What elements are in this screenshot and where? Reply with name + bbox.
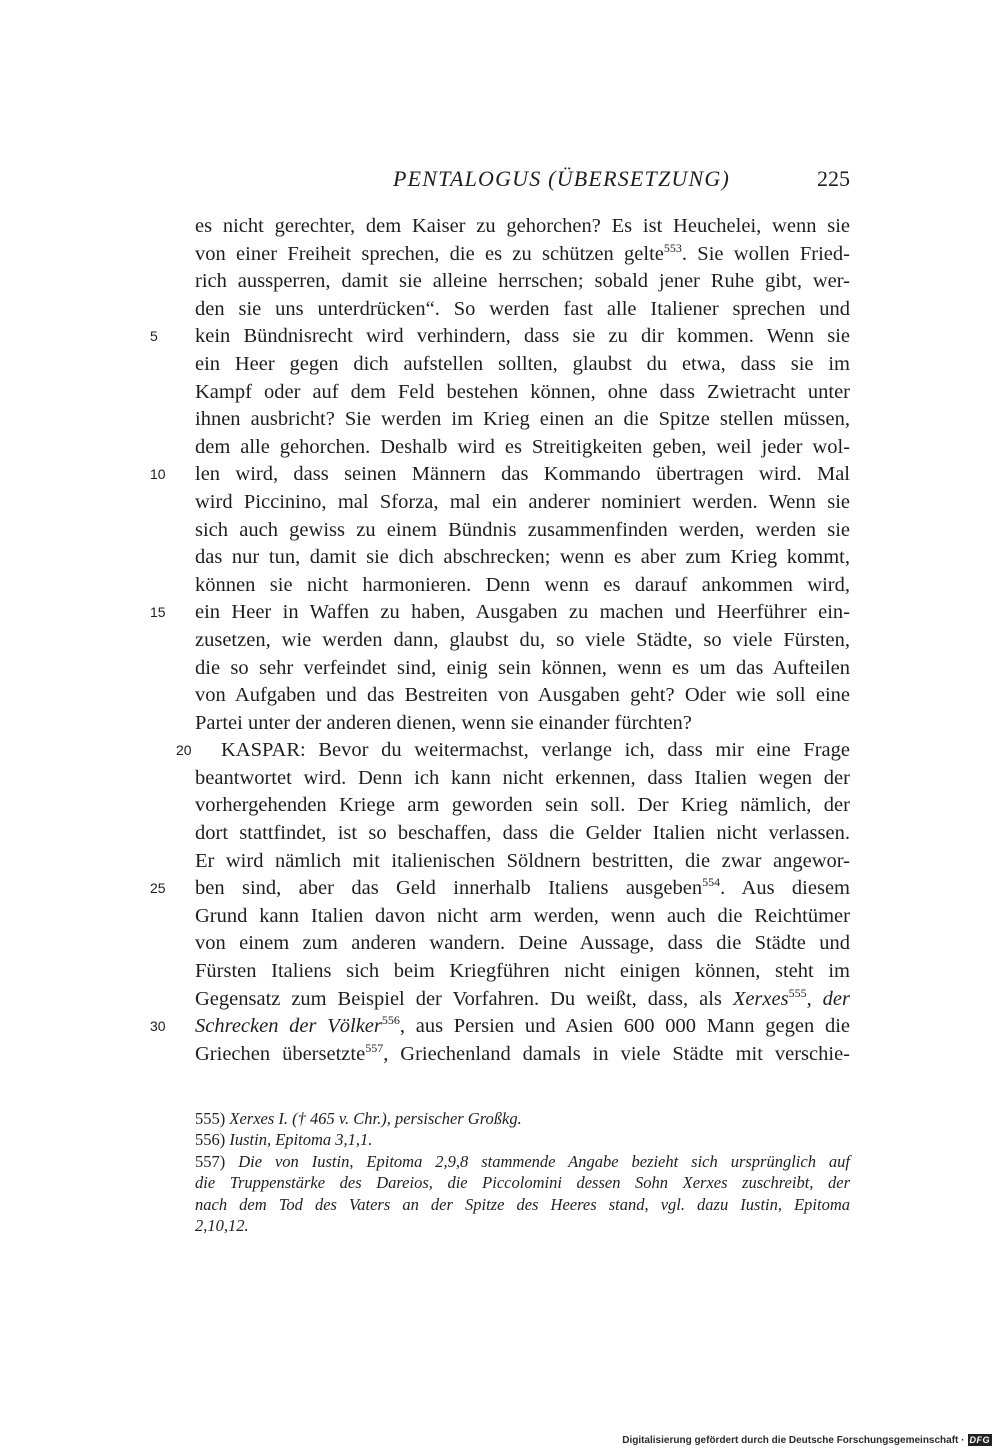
text-segment: die so sehr verfeindet sind, einig sein können, wenn es um das Aufteilen (195, 656, 850, 679)
text-line (195, 820, 850, 848)
text-line (195, 379, 850, 407)
text-line (195, 241, 850, 269)
footnote-ref: 554 (702, 875, 721, 890)
footnote-number: 555) (195, 1109, 226, 1128)
text-segment: das nur tun, damit sie dich abschrecken; wenn es aber zum Krieg kommt, (195, 546, 850, 569)
text-line (195, 710, 850, 738)
text-segment: , der (806, 987, 850, 1010)
footnote-ref: 556 (381, 1013, 400, 1028)
text-line (195, 572, 850, 600)
text-line (195, 765, 850, 793)
footnote-text: Iustin, Epitoma 3,1,1. (229, 1130, 373, 1150)
text-line (195, 655, 850, 683)
dfg-logo: DFG (969, 1435, 990, 1445)
text-line (195, 848, 850, 876)
text-segment: . Sie wollen Fried- (681, 242, 850, 265)
text-segment: rich aussperren, damit sie alleine herrschen; sobald jener Ruhe gibt, wer- (195, 270, 850, 293)
line-number: 15 (150, 604, 166, 621)
text-segment: ein Heer in Waffen zu haben, Ausgaben zu machen und Heerführer ein- (195, 601, 850, 624)
text-segment: Fürsten Italiens sich beim Kriegführen nicht einigen können, steht im (195, 960, 850, 983)
text-segment: KASPAR: Bevor du weitermachst, verlange ich, dass mir eine Frage (221, 739, 850, 762)
footnote-number: 556) (195, 1130, 226, 1150)
line-number: 5 (150, 328, 158, 345)
text-segment: ein Heer gegen dich aufstellen sollten, glaubst du etwa, dass sie im (195, 352, 850, 375)
text-segment: Kampf oder auf dem Feld bestehen können, ohne dass Zwietracht unter (195, 380, 850, 403)
text-segment: Griechen übersetzte (195, 1042, 366, 1065)
text-segment: wird Piccinino, mal Sforza, mal ein anderer nominiert werden. Wenn sie (195, 490, 850, 513)
text-segment: ben sind, aber das Geld innerhalb Italiens ausgeben (195, 877, 703, 900)
footnote-text: 2,10,12. (195, 1215, 249, 1235)
line-number: 25 (150, 880, 166, 897)
footnote-text: Xerxes I. († 465 v. Chr.), persischer Großkg. (229, 1109, 522, 1128)
text-segment: von Aufgaben und das Bestreiten von Ausgaben geht? Oder wie soll eine (195, 684, 850, 707)
footnotes (195, 1108, 850, 1236)
text-segment: vorhergehenden Kriege arm geworden sein soll. Der Krieg nämlich, der (195, 794, 850, 817)
text-segment: , aus Persien und Asien 600 000 Mann gegen die (399, 1015, 850, 1038)
text-segment: können sie nicht harmonieren. Denn wenn es darauf ankommen wird, (195, 573, 850, 596)
footnote-text: Die von Iustin, Epitoma 2,9,8 stammende Angabe bezieht sich ursprünglich auf (238, 1151, 850, 1171)
footnote-line (195, 1151, 850, 1172)
text-line (195, 682, 850, 710)
dfg-credit-text: Digitalisierung gefördert durch die Deutsche Forschungsgemeinschaft · (622, 1434, 965, 1446)
text-segment: es nicht gerechter, dem Kaiser zu gehorchen? Es ist Heuchelei, wenn sie (195, 215, 850, 237)
text-segment: den sie uns unterdrücken“. So werden fast alle Italiener sprechen und (195, 297, 850, 320)
footnote-number: 557) (195, 1151, 226, 1171)
footnote-line (195, 1129, 850, 1150)
text-line (195, 351, 850, 379)
text-line (195, 1041, 850, 1069)
text-line (150, 875, 850, 903)
text-segment: dort stattfindet, ist so beschaffen, dass die Gelder Italien nicht verlassen. (195, 822, 850, 845)
text-segment: dem alle gehorchen. Deshalb wird es Streitigkeiten geben, weil jeder wol- (195, 435, 850, 458)
text-line (195, 627, 850, 655)
footnote-line (195, 1172, 850, 1193)
footnote-ref: 557 (365, 1040, 384, 1055)
text-line (195, 296, 850, 324)
footnote-line (195, 1108, 850, 1129)
text-segment: von einer Freiheit sprechen, die es zu schützen gelte (195, 242, 664, 265)
text-line (195, 489, 850, 517)
page-header (195, 163, 850, 195)
body-text (150, 213, 851, 1068)
text-segment: . Aus diesem (720, 877, 850, 900)
running-title: PENTALOGUS (ÜBERSETZUNG) (392, 166, 730, 191)
text-line (150, 461, 850, 489)
text-segment: Grund kann Italien davon nicht arm werden, wenn auch die Reichtümer (195, 904, 850, 927)
text-segment: sich auch gewiss zu einem Bündnis zusammenfinden werden, werden sie (195, 518, 850, 541)
text-segment: von einem zum anderen wandern. Deine Aussage, dass die Städte und (195, 932, 850, 955)
footnote-text: die Truppenstärke des Dareios, die Piccolomini dessen Sohn Xerxes zuschreibt, der (195, 1173, 850, 1193)
text-line (176, 737, 850, 765)
text-line (195, 792, 850, 820)
footnote-line (195, 1215, 850, 1236)
text-segment: beantwortet wird. Denn ich kann nicht erkennen, dass Italien wegen der (195, 766, 850, 789)
footnote-ref: 555 (788, 985, 807, 1000)
text-line (195, 958, 850, 986)
text-line (150, 323, 850, 351)
text-segment: zusetzen, wie werden dann, glaubst du, so viele Städte, so viele Fürsten, (195, 628, 850, 651)
text-segment: Xerxes (732, 987, 789, 1010)
text-line (195, 544, 850, 572)
text-segment: kein Bündnisrecht wird verhindern, dass sie zu dir kommen. Wenn sie (195, 325, 850, 348)
text-segment: , Griechenland damals in viele Städte mit verschie- (383, 1042, 851, 1065)
dfg-credit (622, 1434, 992, 1446)
text-line (195, 213, 850, 241)
text-line (195, 930, 850, 958)
text-line (195, 903, 850, 931)
text-segment: len wird, dass seinen Männern das Kommando übertragen wird. Mal (195, 463, 850, 486)
line-number: 20 (176, 742, 192, 759)
footnote-text: nach dem Tod des Vaters an der Spitze des Heeres stand, vgl. dazu Iustin, Epitoma (195, 1194, 850, 1214)
footnote-line (195, 1194, 850, 1215)
text-line (150, 599, 850, 627)
page-number: 225 (817, 166, 850, 191)
text-line (195, 517, 850, 545)
line-number: 10 (150, 466, 166, 483)
text-segment: Partei unter der anderen dienen, wenn sie einander fürchten? (195, 711, 692, 734)
text-line (150, 1013, 850, 1041)
footnote-ref: 553 (663, 240, 682, 255)
text-segment: Gegensatz zum Beispiel der Vorfahren. Du weißt, dass, als (195, 987, 733, 1010)
text-segment: Schrecken der Völker (195, 1015, 382, 1038)
text-line (195, 268, 850, 296)
text-line (195, 406, 850, 434)
text-segment: ihnen ausbricht? Sie werden im Krieg einen an die Spitze stellen müssen, (195, 408, 850, 431)
line-number: 30 (150, 1018, 166, 1035)
text-line (195, 434, 850, 462)
text-segment: Er wird nämlich mit italienischen Söldnern bestritten, die zwar angewor- (195, 849, 850, 872)
text-line (195, 986, 850, 1014)
